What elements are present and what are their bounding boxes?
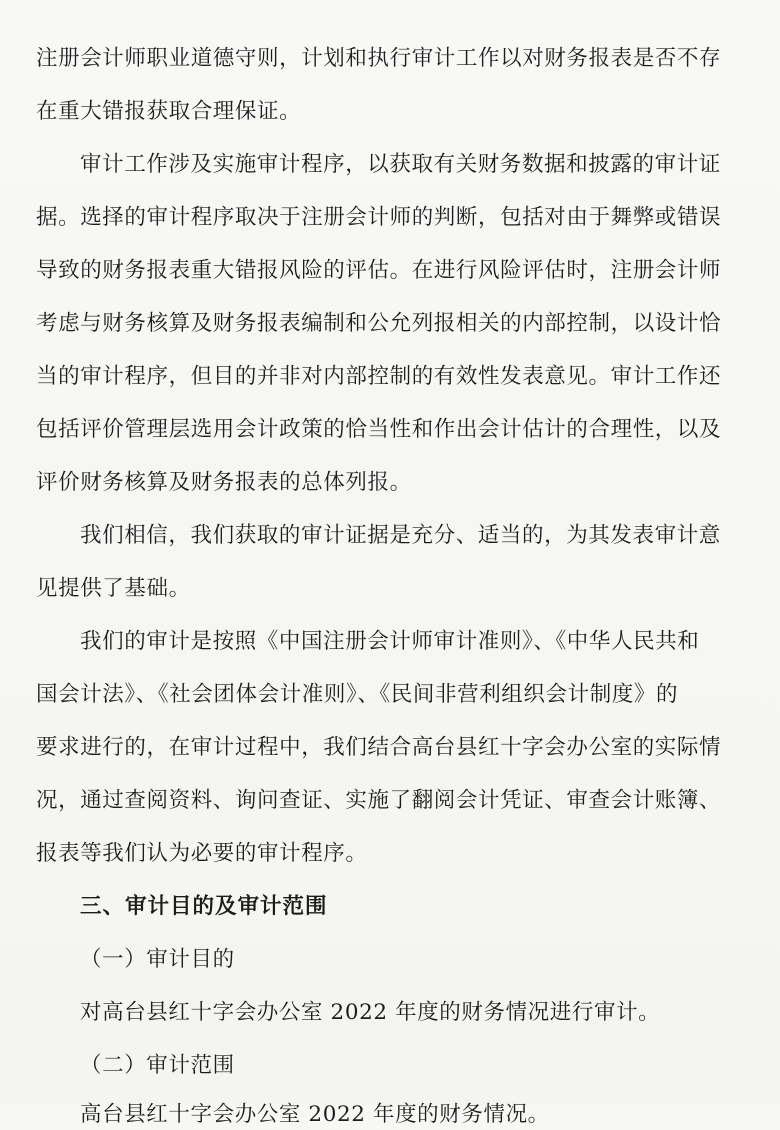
body-text-line: 评价财务核算及财务报表的总体列报。 — [36, 470, 412, 495]
body-text-line: 考虑与财务核算及财务报表编制和公允列报相关的内部控制，以设计恰 — [36, 311, 722, 336]
body-text-line: 注册会计师职业道德守则，计划和执行审计工作以对财务报表是否不存 — [36, 46, 722, 71]
body-text-line: 包括评价管理层选用会计政策的恰当性和作出会计估计的合理性，以及 — [36, 417, 722, 442]
body-text-line: 当的审计程序，但目的并非对内部控制的有效性发表意见。审计工作还 — [36, 364, 722, 389]
body-text-line: 况，通过查阅资料、询问查证、实施了翻阅会计凭证、审查会计账簿、 — [36, 788, 722, 813]
paragraph-first-line: 审计工作涉及实施审计程序，以获取有关财务数据和披露的审计证 — [80, 152, 721, 177]
paragraph-first-line: 我们的审计是按照《中国注册会计师审计准则》、《中华人民共和 — [80, 629, 700, 654]
body-text-line: 导致的财务报表重大错报风险的评估。在进行风险评估时，注册会计师 — [36, 258, 722, 283]
body-text-line: 在重大错报获取合理保证。 — [36, 99, 302, 124]
body-text-line: 据。选择的审计程序取决于注册会计师的判断，包括对由于舞弊或错误 — [36, 205, 722, 230]
paragraph-first-line: 我们相信，我们获取的审计证据是充分、适当的，为其发表审计意 — [80, 523, 721, 548]
body-text-line: 要求进行的，在审计过程中，我们结合高台县红十字会办公室的实际情 — [36, 735, 722, 760]
body-text-line: 对高台县红十字会办公室 2022 年度的财务情况进行审计。 — [80, 1000, 661, 1025]
body-text-line: 见提供了基础。 — [36, 576, 191, 601]
body-text-line: 国会计法》、《社会团体会计准则》、《民间非营利组织会计制度》的 — [36, 682, 679, 707]
subsection-heading: （二）审计范围 — [80, 1053, 235, 1078]
section-heading: 三、审计目的及审计范围 — [80, 894, 328, 919]
subsection-heading: （一）审计目的 — [80, 947, 235, 972]
body-text-line: 报表等我们认为必要的审计程序。 — [36, 841, 368, 866]
body-text-line: 高台县红十字会办公室 2022 年度的财务情况。 — [80, 1102, 550, 1127]
